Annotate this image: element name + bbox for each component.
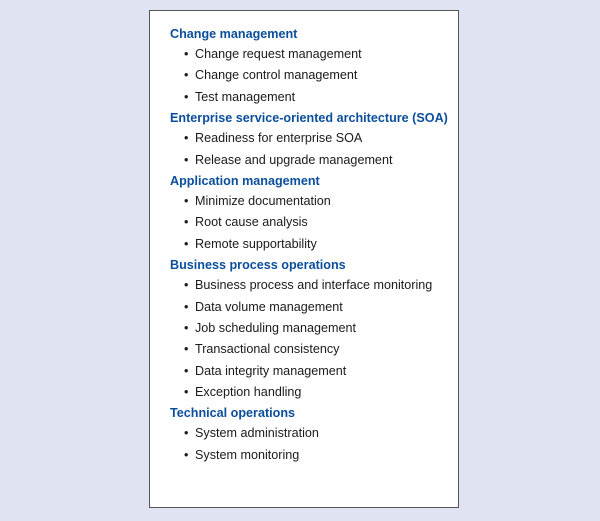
- list-item: [170, 214, 458, 230]
- list-item: [170, 89, 458, 105]
- section: [170, 405, 458, 462]
- section-item-list: [170, 425, 458, 462]
- bullet-icon: •: [184, 131, 189, 146]
- bullet-icon: •: [184, 215, 189, 230]
- list-item: [170, 46, 458, 62]
- list-item: [170, 447, 458, 463]
- section-item-list: [170, 46, 458, 105]
- list-item: [170, 363, 458, 379]
- bullet-icon: •: [184, 152, 189, 167]
- list-item: [170, 299, 458, 315]
- list-item-label: Business process and interface monitoring: [195, 278, 433, 293]
- section-title: Enterprise service-oriented architecture (SOA): [170, 111, 448, 126]
- bullet-icon: •: [184, 68, 189, 83]
- bullet-icon: •: [184, 385, 189, 400]
- list-item: [170, 277, 458, 293]
- bullet-icon: •: [184, 236, 189, 251]
- list-item: [170, 425, 458, 441]
- bullet-icon: •: [184, 426, 189, 441]
- section: [170, 110, 458, 167]
- bullet-icon: •: [184, 89, 189, 104]
- list-item-label: Test management: [195, 89, 296, 104]
- section-item-list: [170, 193, 458, 252]
- section-item-list: [170, 130, 458, 167]
- list-item: [170, 320, 458, 336]
- section-title: Technical operations: [170, 406, 296, 421]
- list-item-label: Data volume management: [195, 299, 343, 314]
- list-item-label: Release and upgrade management: [195, 152, 393, 167]
- list-item-label: Job scheduling management: [195, 320, 357, 335]
- list-item: [170, 236, 458, 252]
- list-item-label: Transactional consistency: [195, 342, 340, 357]
- bullet-icon: •: [184, 363, 189, 378]
- topic-list-card: [149, 10, 459, 508]
- bullet-icon: •: [184, 299, 189, 314]
- section: [170, 257, 458, 400]
- list-item: [170, 152, 458, 168]
- list-item-label: Remote supportability: [195, 236, 317, 251]
- bullet-icon: •: [184, 278, 189, 293]
- list-item-label: Exception handling: [195, 385, 302, 400]
- bullet-icon: •: [184, 47, 189, 61]
- bullet-icon: •: [184, 320, 189, 335]
- list-item-label: Data integrity management: [195, 363, 347, 378]
- list-item: [170, 384, 458, 400]
- list-item: [170, 193, 458, 209]
- list-item-label: System administration: [195, 426, 319, 441]
- list-item: [170, 67, 458, 83]
- bullet-icon: •: [184, 447, 189, 462]
- list-item-label: Change request management: [195, 47, 362, 61]
- list-item-label: Readiness for enterprise SOA: [195, 131, 363, 146]
- section: [170, 173, 458, 252]
- section-title: Application management: [170, 173, 320, 188]
- list-item-label: Change control management: [195, 68, 358, 83]
- list-item: [170, 130, 458, 146]
- list-item-label: System monitoring: [195, 447, 300, 462]
- bullet-icon: •: [184, 342, 189, 357]
- section: [170, 26, 458, 105]
- list-item-label: Minimize documentation: [195, 193, 331, 208]
- list-item: [170, 341, 458, 357]
- section-item-list: [170, 277, 458, 400]
- section-title: Change management: [170, 27, 298, 41]
- section-title: Business process operations: [170, 258, 346, 273]
- bullet-icon: •: [184, 193, 189, 208]
- list-item-label: Root cause analysis: [195, 215, 308, 230]
